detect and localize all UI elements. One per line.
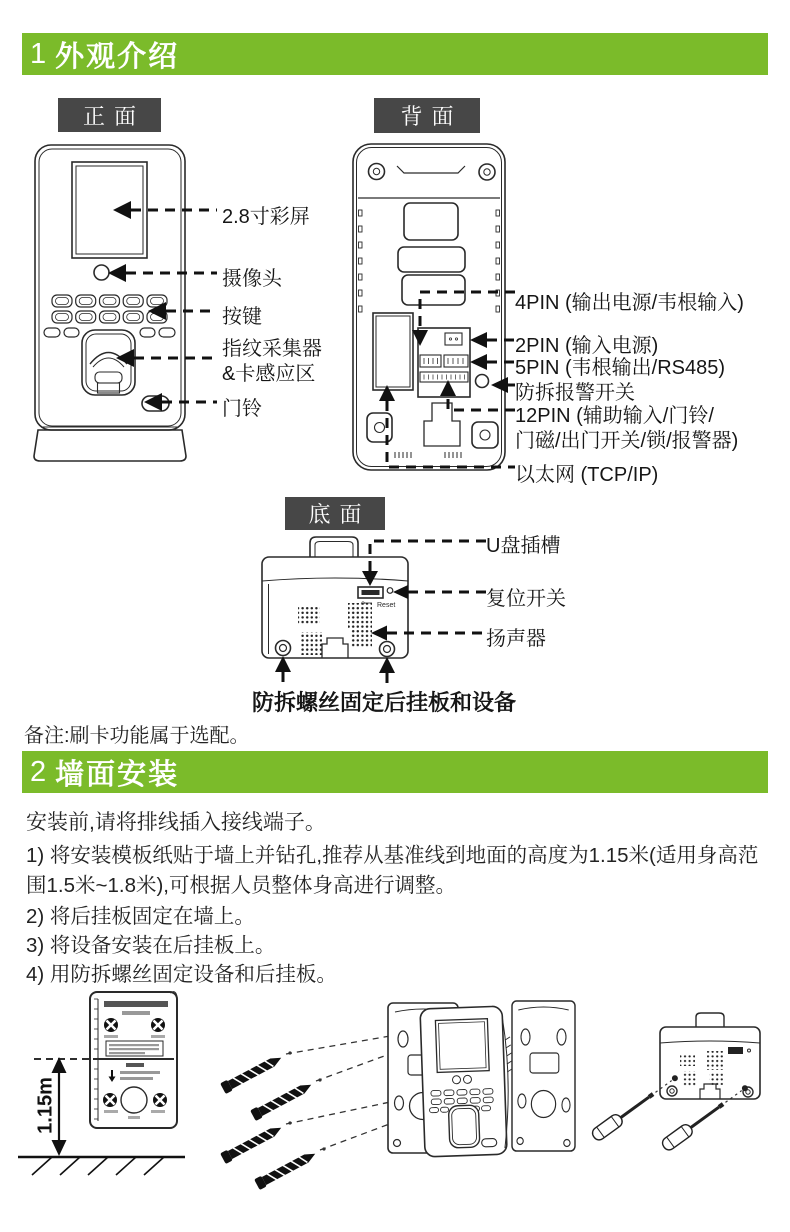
install-step-2: 2) 将后挂板固定在墙上。 [26,905,255,928]
front-annotation-lines [126,210,217,402]
tamper-screw-caption: 防拆螺丝固定后挂板和设备 [252,690,517,715]
back-view-tag: 背面 [374,98,480,133]
tamper-screw-left [276,641,291,656]
annotation-4pin: 4PIN (输出电源/韦根输入) [515,292,744,314]
ethernet-port [373,313,413,390]
bottom-device-diagram [250,528,490,690]
annotation-speaker: 扬声器 [486,628,546,650]
annotation-doorbell: 门铃 [222,398,262,420]
backplate [512,1001,575,1151]
annotation-ethernet: 以太网 (TCP/IP) [515,464,659,486]
annotation-reset: 复位开关 [486,588,566,610]
mounting-screw [250,1079,314,1121]
reset-print-label: Reset [377,602,396,609]
reset-hole [387,588,393,594]
bottom-view-tag: 底面 [285,497,385,530]
tamper-switch [476,375,489,388]
annotation-2pin: 2PIN (输入电源) [515,335,659,357]
note-text: 备注:刷卡功能属于选配。 [24,725,250,747]
section-number: 2 [30,755,47,788]
section-1-header [22,33,768,75]
install-intro: 安装前,请将排线插入接线端子。 [26,811,326,834]
tamper-screw-right [380,642,395,657]
mounting-screw [220,1052,284,1094]
section-2-header [22,751,768,793]
installation-illustration [0,985,790,1225]
height-label: 1.15m [34,1077,57,1134]
annotation-screen: 2.8寸彩屏 [222,206,310,228]
section-number: 1 [30,37,47,70]
section-title: 墙面安装 [55,758,180,791]
annotation-12pin: 12PIN (辅助输入/门铃/ 门磁/出门开关/锁/报警器) [515,405,739,452]
device-front-small [420,1006,515,1157]
section-title: 外观介绍 [55,40,180,73]
front-view-tag: 正面 [58,98,161,132]
mounting-screw [254,1148,318,1190]
install-step-3: 3) 将设备安装在后挂板上。 [26,934,276,957]
screwdriver-group [590,1013,760,1152]
annotation-keys: 按键 [222,306,262,328]
install-step-4: 4) 用防拆螺丝固定设备和后挂板。 [26,963,337,986]
install-step-1: 1) 将安装模板纸贴于墙上并钻孔,推荐从基准线到地面的高度为1.15米(适用身高范围1.5米~1.8米),可根据人员整体身高进行调整。 [26,844,759,897]
annotation-camera: 摄像头 [222,268,282,290]
annotation-5pin: 5PIN (韦根输出/RS485) [515,357,726,379]
annotation-usb: U盘插槽 [486,535,561,557]
mounting-screw [220,1122,284,1164]
back-device-diagram [348,140,518,485]
camera-lens [94,265,109,280]
annotation-tamper: 防拆报警开关 [515,382,635,404]
wiring-terminals [418,328,470,397]
annotation-fingerprint: 指纹采集器 &卡感应区 [222,338,322,385]
device-backplate-group [420,1001,575,1157]
front-device-diagram [20,140,220,470]
